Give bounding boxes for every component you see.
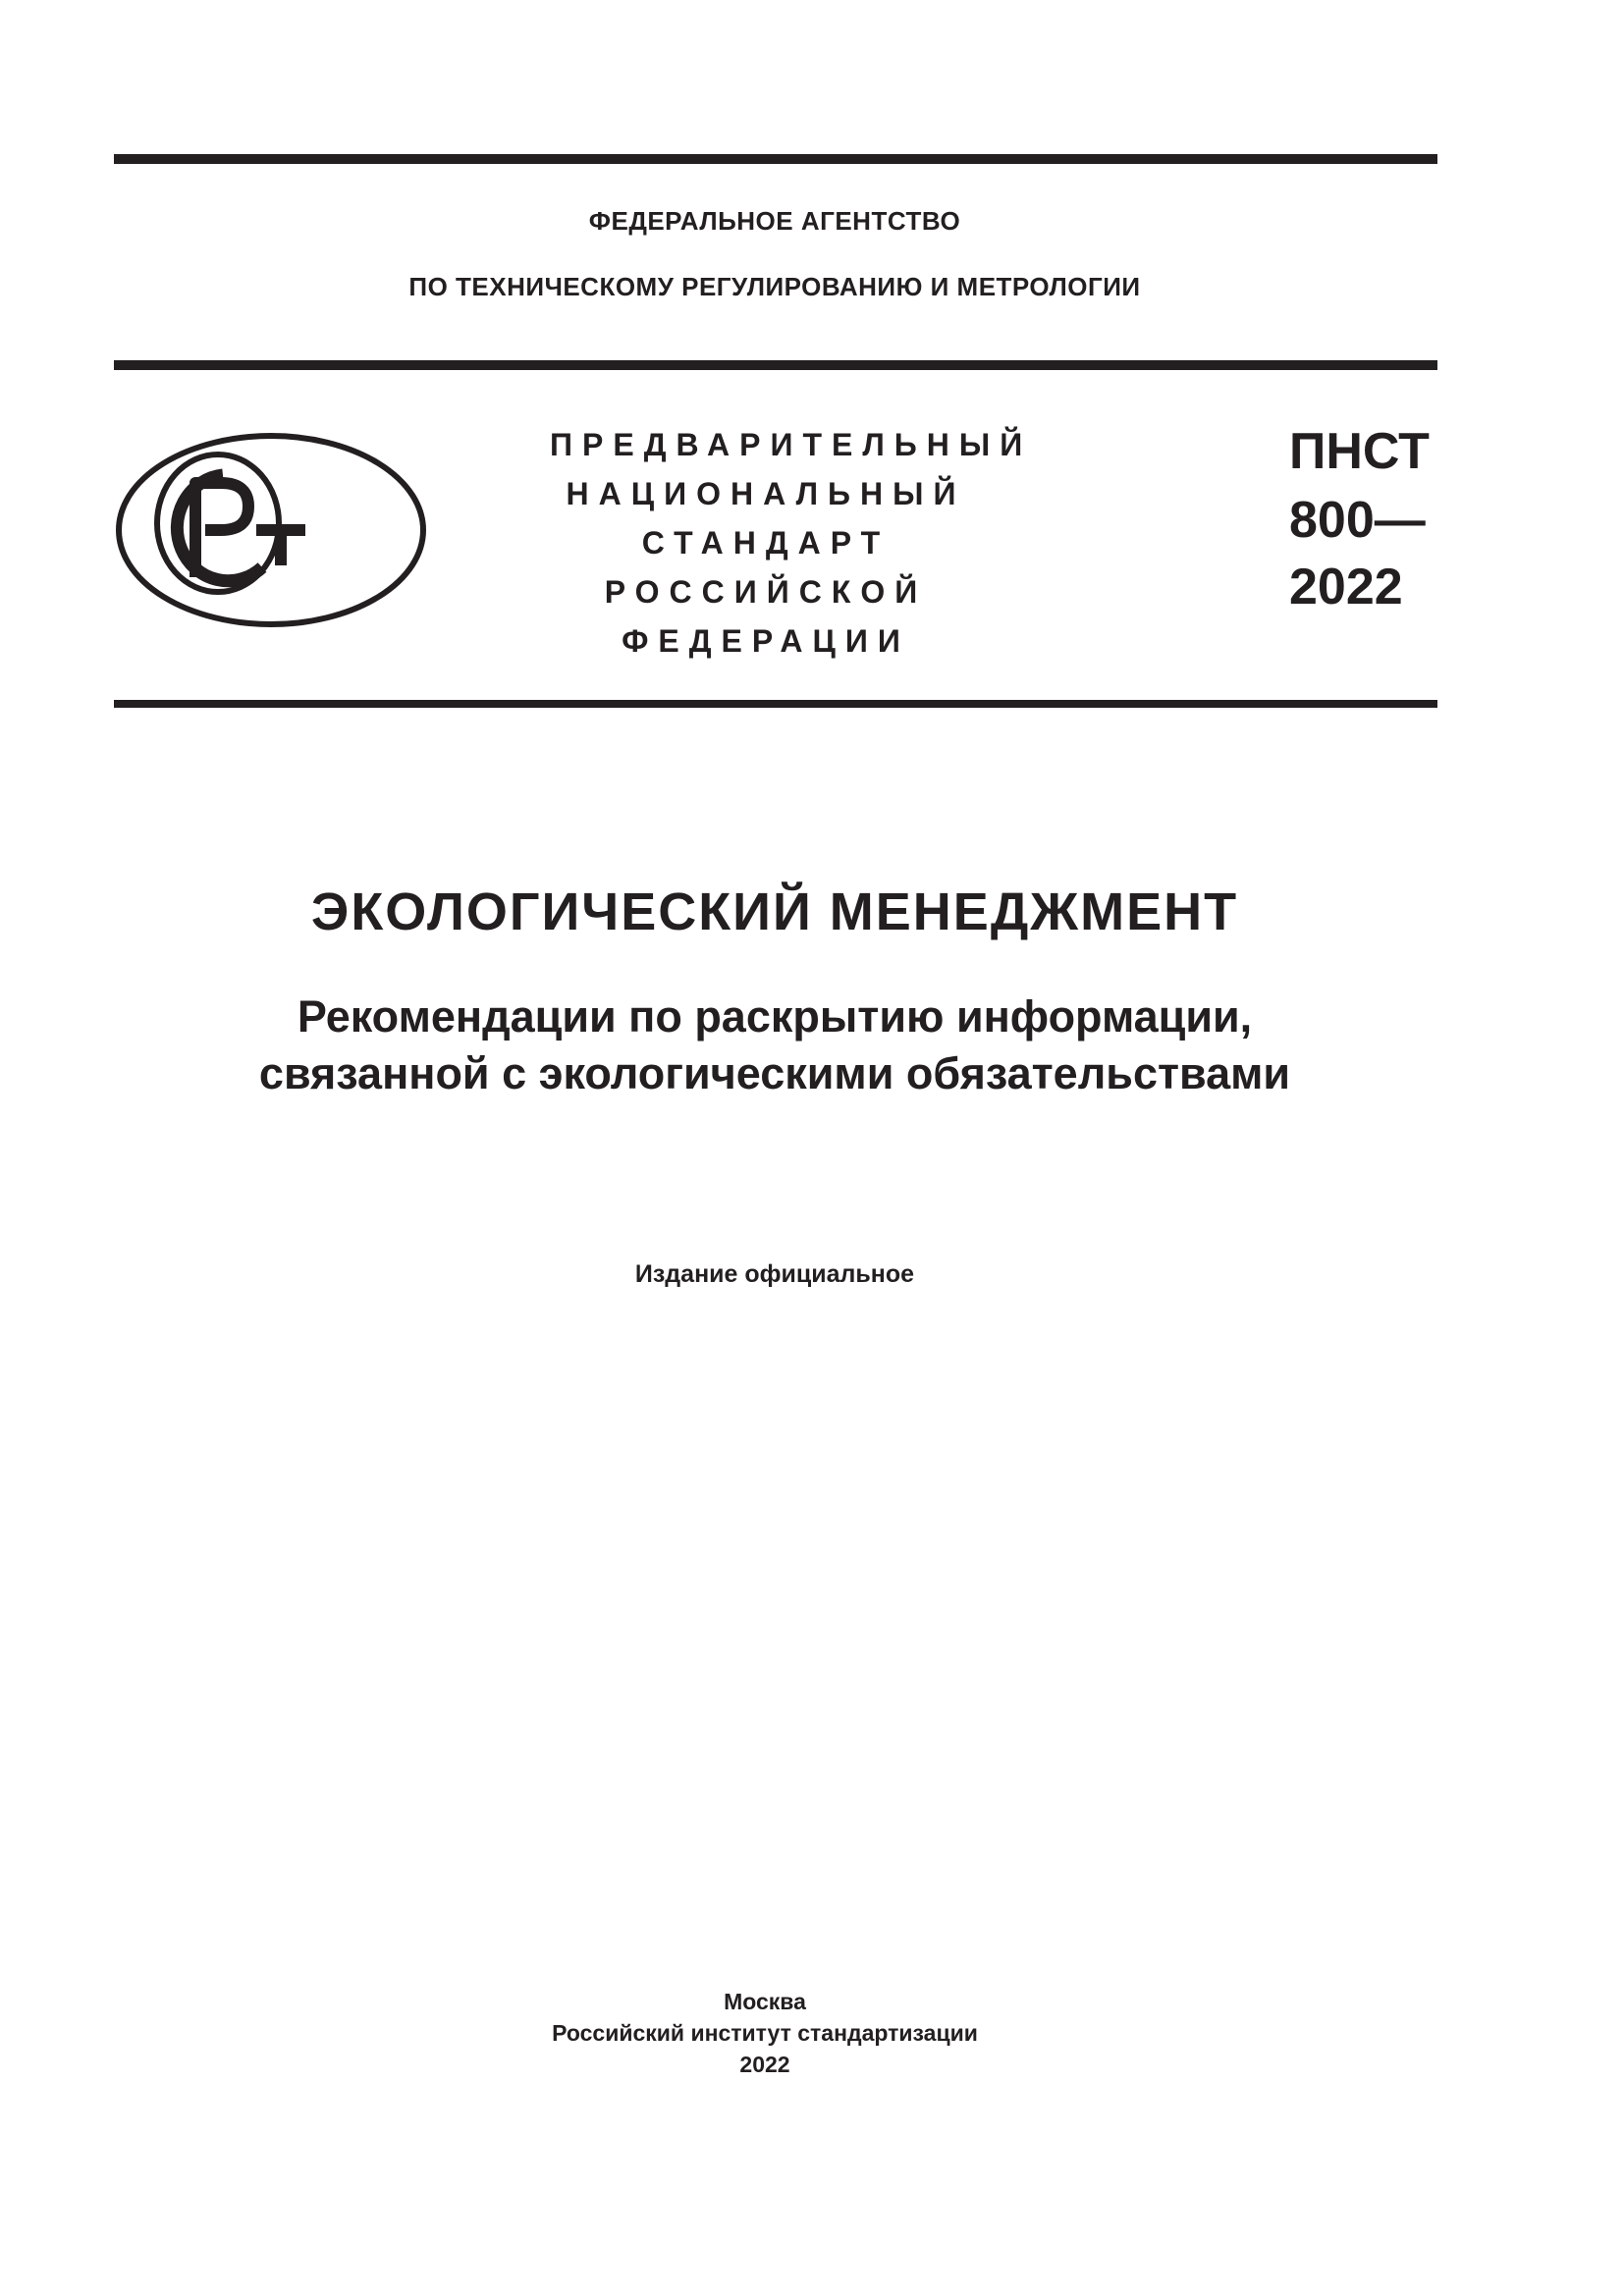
- standard-type-line-1: ПРЕДВАРИТЕЛЬНЫЙ: [550, 427, 1033, 462]
- standard-year: 2022: [1289, 559, 1403, 615]
- standard-number: 800—: [1289, 492, 1426, 549]
- standard-type-line-5: ФЕДЕРАЦИИ: [622, 623, 910, 659]
- agency-name-line-2: ПО ТЕХНИЧЕСКОМУ РЕГУЛИРОВАНИЮ И МЕТРОЛОГИИ: [408, 272, 1141, 301]
- document-subtitle-line-1: Рекомендации по раскрытию информации,: [297, 991, 1253, 1041]
- standard-type-line-4: РОССИЙСКОЙ: [604, 574, 928, 610]
- rst-certification-mark-icon: [115, 432, 427, 628]
- imprint-city: Москва: [724, 1989, 806, 2014]
- imprint-publisher: Российский институт стандартизации: [552, 2020, 978, 2046]
- middle-rule: [114, 360, 1437, 370]
- document-title: ЭКОЛОГИЧЕСКИЙ МЕНЕДЖМЕНТ: [310, 882, 1239, 941]
- imprint-year: 2022: [739, 2052, 790, 2077]
- agency-name-line-1: ФЕДЕРАЛЬНОЕ АГЕНТСТВО: [588, 206, 961, 236]
- edition-note: Издание официальное: [634, 1260, 915, 1288]
- standard-type-line-2: НАЦИОНАЛЬНЫЙ: [566, 476, 966, 511]
- standard-designation: ПНСТ: [1289, 423, 1430, 480]
- document-subtitle-line-2: связанной с экологическими обязательствами: [258, 1048, 1291, 1098]
- bottom-rule: [114, 700, 1437, 708]
- top-rule: [114, 154, 1437, 164]
- standard-type-line-3: СТАНДАРТ: [641, 525, 891, 561]
